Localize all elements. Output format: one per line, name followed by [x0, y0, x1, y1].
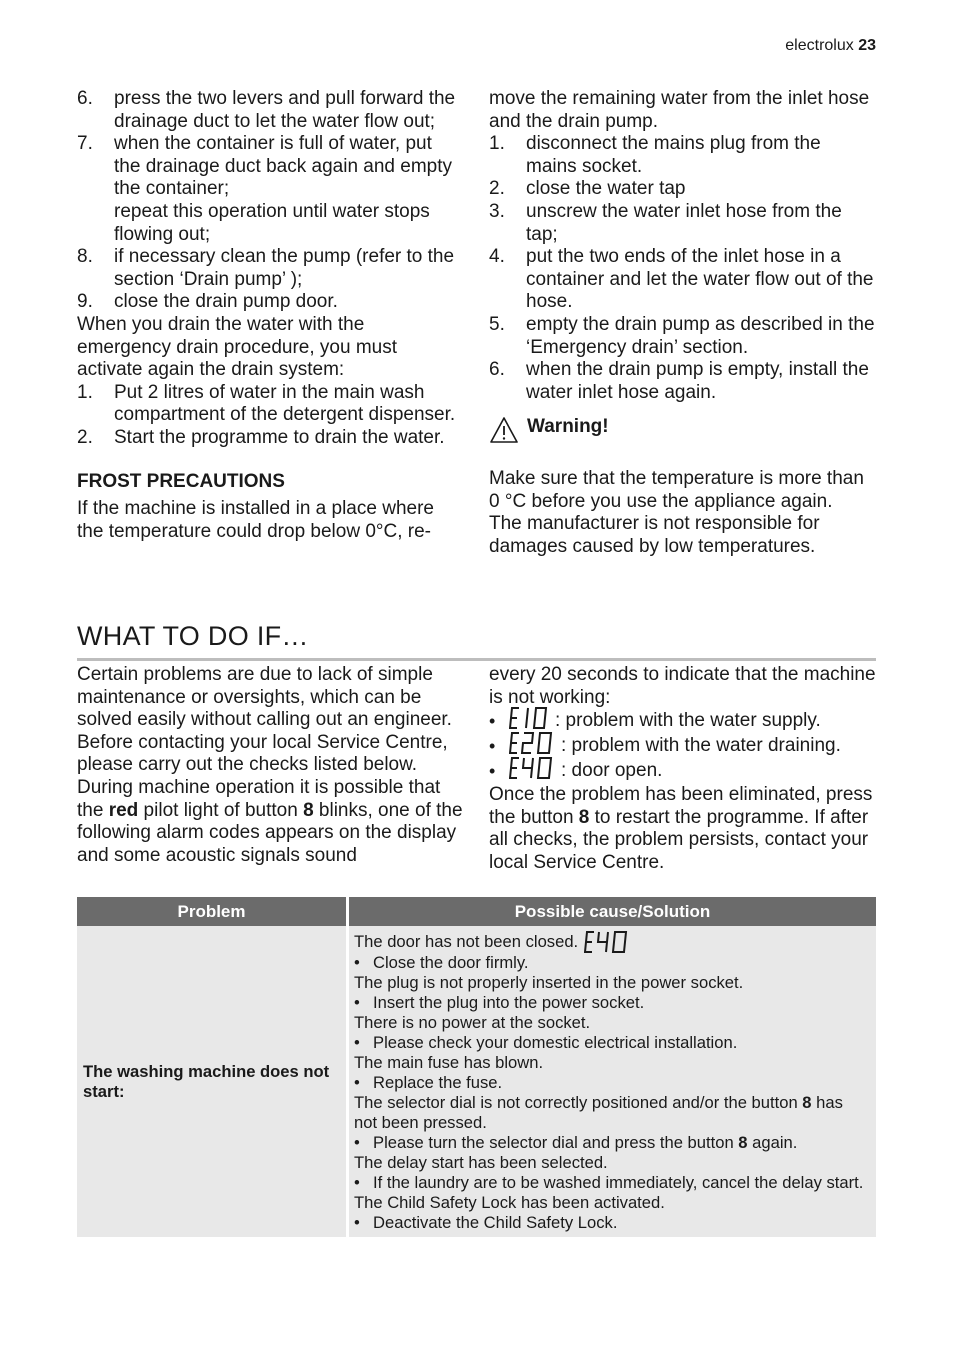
- problem-cell: The washing machine does not start:: [77, 926, 346, 1237]
- restart-paragraph: [489, 784, 876, 874]
- cause-text: The door has not been closed.: [354, 932, 579, 951]
- alarm-text-a: During machine operation it is possible that the: [77, 776, 441, 821]
- solution-text: Insert the plug into the power socket.: [373, 993, 645, 1012]
- alarm-text-c: blinks, one of the following alarm codes appears on the display and some acoustic signals sound: [77, 799, 463, 866]
- list-item: [489, 314, 876, 359]
- solution-line: • If the laundry are to be washed immediately, cancel the delay start.: [354, 1173, 870, 1193]
- step-number: 1.: [77, 381, 93, 403]
- e40-code-icon: [509, 757, 555, 786]
- bullet-icon: •: [489, 736, 496, 757]
- header-solution: Possible cause/Solution: [346, 897, 876, 926]
- list-item: [77, 246, 463, 291]
- list-item: [77, 133, 463, 246]
- step-text: Put 2 litres of water in the main wash compartment of the detergent dispenser.: [114, 381, 456, 426]
- frost-continued-paragraph: move the remaining water from the inlet hose and the drain pump.: [489, 88, 870, 132]
- e40-code-icon: [584, 931, 630, 953]
- warning-paragraph-2: The manufacturer is not responsible for damages caused by low temperatures.: [489, 513, 820, 557]
- step-text: unscrew the water inlet hose from the tap;: [526, 200, 842, 245]
- list-item: [77, 291, 463, 314]
- page-header: [785, 37, 876, 55]
- troubleshooting-table: [77, 897, 876, 1237]
- frost-heading: FROST PRECAUTIONS: [77, 470, 285, 492]
- right-top-column: [489, 88, 876, 558]
- alarm-continued-paragraph: every 20 seconds to indicate that the machine is not working:: [489, 664, 876, 708]
- step-text: [114, 133, 463, 246]
- list-item: [77, 427, 463, 450]
- step-number: 7.: [77, 133, 93, 155]
- table-row: [77, 926, 876, 1237]
- list-item: [489, 201, 876, 246]
- list-item: [489, 178, 876, 201]
- step-text-a: when the container is full of water, put the drainage duct back again and empty the container;: [114, 133, 453, 200]
- cause-line: The Child Safety Lock has been activated.: [354, 1193, 665, 1212]
- step-number: 8.: [77, 246, 93, 268]
- step-text: if necessary clean the pump (refer to the section ‘Drain pump’ );: [114, 246, 455, 290]
- alarm-text-red: red: [108, 799, 139, 821]
- step-number: 2.: [77, 426, 93, 448]
- step-text: press the two levers and pull forward the drainage duct to let the water flow out;: [114, 88, 456, 132]
- solution-text-b: again.: [747, 1133, 798, 1152]
- step-number: 9.: [77, 291, 93, 313]
- warning-box: [489, 416, 876, 451]
- button-number: 8: [738, 1133, 748, 1152]
- list-item: [489, 246, 876, 314]
- list-item: [77, 382, 463, 427]
- cause-line: [354, 931, 870, 953]
- step-text-b: repeat this operation until water stops flowing out;: [114, 200, 430, 245]
- solution-text: If the laundry are to be washed immediately, cancel the delay start.: [373, 1173, 864, 1192]
- step-number: 1.: [489, 133, 505, 155]
- cause-line: The delay start has been selected.: [354, 1153, 608, 1172]
- warning-title: Warning!: [527, 416, 609, 438]
- section-divider: [77, 658, 876, 661]
- cause-text-a: The selector dial is not correctly positioned and/or the button: [354, 1093, 803, 1112]
- brand-name: electrolux: [785, 37, 854, 54]
- solution-line: • Close the door firmly.: [354, 953, 870, 973]
- step-number: 2.: [489, 178, 505, 200]
- step-number: 6.: [489, 359, 505, 381]
- alarm-paragraph: [77, 777, 463, 867]
- page-number: 23: [858, 37, 876, 54]
- left-bottom-column: [77, 664, 463, 867]
- list-item: [489, 359, 876, 404]
- solution-text-a: Please turn the selector dial and press the button: [373, 1133, 739, 1152]
- list-item: [77, 88, 463, 133]
- list-item: [489, 709, 876, 734]
- alarm-text-b: pilot light of button: [138, 799, 304, 821]
- solution-line: • Deactivate the Child Safety Lock.: [354, 1213, 870, 1233]
- step-text: put the two ends of the inlet hose in a container and let the water flow out of the hose.: [526, 246, 874, 313]
- bullet-icon: •: [489, 711, 496, 732]
- list-item: [489, 133, 876, 178]
- bullet-icon: •: [489, 761, 496, 782]
- restart-text-b: to restart the programme. If after all checks, the problem persists, contact your local Service Centre.: [489, 806, 869, 873]
- cause-line: There is no power at the socket.: [354, 1013, 591, 1032]
- list-item: [489, 734, 876, 759]
- alarm-codes-list: [489, 709, 876, 784]
- step-text: empty the drain pump as described in the ‘Emergency drain’ section.: [526, 313, 875, 358]
- step-text: disconnect the mains plug from the mains socket.: [526, 133, 821, 177]
- cause-line: [354, 1093, 870, 1133]
- restart-text-a: Once the problem has been eliminated, press the button: [489, 784, 873, 828]
- alarm-button-number: 8: [303, 799, 314, 821]
- solution-text: Please check your domestic electrical installation.: [373, 1033, 738, 1052]
- step-number: 4.: [489, 246, 505, 268]
- header-problem: Problem: [77, 897, 346, 926]
- cause-line: The main fuse has blown.: [354, 1053, 544, 1072]
- solution-text: Deactivate the Child Safety Lock.: [373, 1213, 618, 1232]
- left-top-column: [77, 88, 463, 543]
- solution-line: • Please turn the selector dial and press the button 8 again.: [354, 1133, 870, 1153]
- step-number: 5.: [489, 313, 505, 335]
- warning-paragraph-1: Make sure that the temperature is more than 0 °C before you use the appliance again.: [489, 467, 864, 512]
- frost-paragraph: If the machine is installed in a place where the temperature could drop below 0°C, re-: [77, 498, 434, 542]
- cause-text-b: has not been pressed.: [354, 1093, 843, 1132]
- solution-cell: [346, 926, 876, 1237]
- code-description: : problem with the water supply.: [555, 710, 821, 732]
- step-number: 6.: [77, 88, 93, 109]
- solution-line: • Insert the plug into the power socket.: [354, 993, 870, 1013]
- button-number: 8: [802, 1093, 812, 1112]
- step-text: close the water tap: [526, 178, 686, 200]
- step-text: when the drain pump is empty, install the water inlet hose again.: [526, 359, 869, 403]
- code-description: : problem with the water draining.: [561, 735, 841, 757]
- solution-line: • Please check your domestic electrical installation.: [354, 1033, 870, 1053]
- intro-paragraph: Certain problems are due to lack of simple maintenance or oversights, which can be solved easily without calling out an engineer. Before contacting your local Service Centre, please carry out the checks listed below.: [77, 664, 452, 776]
- cause-line: The plug is not properly inserted in the power socket.: [354, 973, 744, 992]
- reactivate-steps-list: [77, 382, 463, 450]
- section-title: WHAT TO DO IF…: [77, 621, 309, 651]
- step-text: close the drain pump door.: [114, 291, 338, 313]
- solution-text: Close the door firmly.: [373, 953, 529, 972]
- emergency-drain-paragraph: When you drain the water with the emergency drain procedure, you must activate again the drain system:: [77, 313, 397, 381]
- right-bottom-column: [489, 664, 876, 875]
- solution-text: Replace the fuse.: [373, 1073, 503, 1092]
- frost-steps-list: [489, 133, 876, 404]
- solution-line: • Replace the fuse.: [354, 1073, 870, 1093]
- restart-button-number: 8: [578, 806, 590, 828]
- step-text: Start the programme to drain the water.: [114, 426, 445, 448]
- list-item: [489, 759, 876, 784]
- step-number: 3.: [489, 200, 505, 222]
- solution-text: [373, 1133, 870, 1153]
- warning-triangle-icon: [489, 416, 519, 451]
- code-description: : door open.: [561, 760, 663, 782]
- drain-steps-list: [77, 88, 463, 314]
